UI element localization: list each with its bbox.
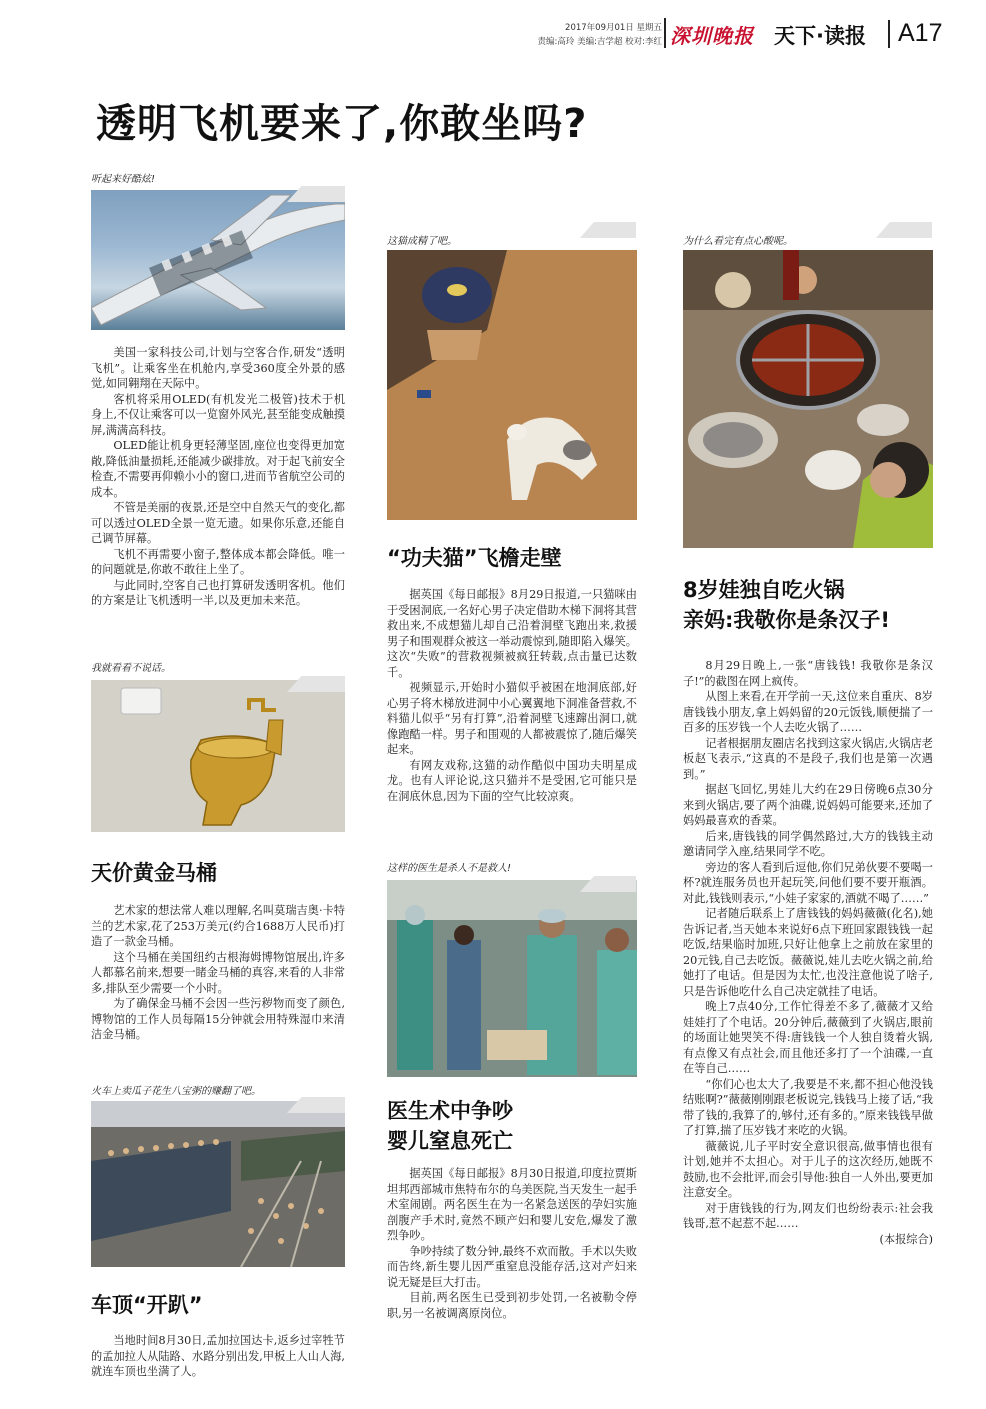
- hotpot-caption: 为什么看完有点心酸呢。: [683, 236, 793, 247]
- hotpot-article-body: [683, 658, 933, 1247]
- photo-frame-tab: [580, 876, 636, 892]
- hotpot-paragraph: 从图上来看,在开学前一天,这位来自重庆、8岁唐钱钱小朋友,拿上妈妈留的20元饭钱,顺便揣了一百多的压岁钱一个人去吃火锅了……: [683, 690, 933, 734]
- cat-illustration: [387, 250, 637, 520]
- toilet-article-body: [91, 903, 345, 1043]
- plane-article-body: [91, 345, 345, 609]
- toilet-paragraph: 为了确保金马桶不会因一些污秽物而变了颜色,博物馆的工作人员每隔15分钟就会用特殊湿巾来清洁金马桶。: [91, 997, 345, 1041]
- toilet-paragraph: 这个马桶在美国纽约古根海姆博物馆展出,许多人都慕名前来,想要一睹金马桶的真容,来看的人非常多,排队至少需要一个小时。: [91, 950, 345, 995]
- header-divider: [664, 18, 666, 48]
- doctors-paragraph: 目前,两名医生已受到初步处罚,一名被勒令停职,另一名被调离原岗位。: [387, 1291, 637, 1320]
- doctors-paragraph: 据英国《每日邮报》8月30日报道,印度拉贾斯坦邦西部城市焦特布尔的乌美医院,当天发生一起手术室闹剧。两名医生在为一名紧急送医的孕妇实施剖腹产手术时,竟然不顾产妇和婴儿安危,爆发了激烈争吵。: [387, 1167, 637, 1242]
- transparent-plane-photo: [91, 190, 345, 330]
- cat-paragraph: 视频显示,开始时小猫似乎被困在地洞底部,好心男子将木梯放进洞中小心翼翼地下洞准备营救,不料猫儿似乎“另有打算”,沿着洞壁飞速蹿出洞口,就像跑酷一样。男子和围观的人都被震惊了,随后爆笑起来。: [387, 681, 637, 756]
- hotpot-paragraph: 据赵飞回忆,男娃儿大约在29日傍晚6点30分来到火锅店,要了两个油碟,说妈妈可能要来,还加了妈妈最喜欢的香菜。: [683, 783, 933, 827]
- train-title: 车顶“开趴”: [91, 1293, 203, 1317]
- doctors-title-line1: 医生术中争吵: [387, 1099, 513, 1123]
- page-headline: 透明飞机要来了,你敢坐吗?: [96, 101, 588, 147]
- train-caption: 火车上卖瓜子花生八宝粥的赚翻了吧。: [91, 1086, 261, 1097]
- article-signature: (本报综合): [879, 1232, 933, 1246]
- hotpot-illustration: [683, 250, 933, 548]
- photo-frame-tab: [876, 222, 932, 238]
- hotpot-photo: [683, 250, 933, 548]
- kungfu-cat-photo: [387, 250, 637, 520]
- hotpot-paragraph: 晚上7点40分,工作忙得差不多了,薇薇才又给娃娃打了个电话。20分钟后,薇薇到了火锅店,眼前的场面让她哭笑不得:唐钱钱一个人独自烫着火锅,有点像又有点社会,而且他还多打了一个油碟,一直在等自己……: [683, 1000, 933, 1075]
- hotpot-paragraph: 记者随后联系上了唐钱钱的妈妈薇薇(化名),她告诉记者,当天她本来说好6点下班回家跟钱钱一起吃饭,结果临时加班,只好让他拿上之前放在家里的20元钱,自己去吃饭。薇薇说,娃儿去吃火锅之前,给她打了电话。但是因为太忙,也没注意他说了啥子,只是告诉他吃什么自己决定就挂了电话。: [683, 907, 933, 998]
- hotpot-paragraph: 薇薇说,儿子平时安全意识很高,做事情也很有计划,她并不太担心。对于儿子的这次经历,她既不鼓励,也不会批评,而会引导他:独自一人外出,要更加注意安全。: [683, 1139, 933, 1199]
- plane-paragraph: OLED能让机身更轻薄坚固,座位也变得更加宽敞,降低油量损耗,还能减少碳排放。对于起飞前安全检查,不需要再仰赖小小的窗口,进而节省航空公司的成本。: [91, 439, 345, 499]
- plane-paragraph: 不管是美丽的夜景,还是空中自然天气的变化,都可以透过OLED全景一览无遗。如果你乐意,还能自己调节屏幕。: [91, 501, 345, 545]
- doctors-caption: 这样的医生是杀人不是救人!: [387, 863, 512, 874]
- train-paragraph: 当地时间8月30日,孟加拉国达卡,返乡过宰牲节的孟加拉人从陆路、水路分别出发,甲板上人山人海,就连车顶也坐满了人。: [91, 1334, 345, 1378]
- cat-article-body: [387, 587, 637, 804]
- cat-paragraph: 据英国《每日邮报》8月29日报道,一只猫咪由于受困洞底,一名好心男子决定借助木梯下洞将其营救出来,不成想猫儿却自己沿着洞壁飞跑出来,救援男子和围观群众被这一举动震惊到,随即陷入爆笑。这次“失败”的营救视频被疯狂转载,点击量已达数千。: [387, 588, 637, 679]
- photo-frame-tab: [287, 186, 345, 202]
- hotpot-paragraph: 记者根据朋友圈店名找到这家火锅店,火锅店老板赵飞表示,“这真的不是段子,我们也是第一次遇到。”: [683, 736, 933, 781]
- plane-caption: 听起来好酷炫!: [91, 174, 156, 185]
- hotpot-paragraph: 旁边的客人看到后逗他,你们兄弟伙要不要喝一杯?就连服务员也开起玩笑,问他们要不要开瓶酒。对此,钱钱则表示,“小娃子家家的,酒就不喝了……”: [683, 860, 933, 905]
- photo-frame-tab: [287, 1097, 345, 1113]
- plane-paragraph: 与此同时,空客自己也打算研发透明客机。他们的方案是让飞机透明一半,以及更加未来范。: [91, 578, 345, 607]
- hotpot-paragraph: 对于唐钱钱的行为,网友们也纷纷表示:社会我钱哥,惹不起惹不起……: [683, 1201, 933, 1230]
- doctors-title-line2: 婴儿窒息死亡: [387, 1129, 513, 1153]
- gold-toilet-photo: [91, 680, 345, 832]
- operating-room-photo: [387, 880, 637, 1077]
- cat-paragraph: 有网友戏称,这猫的动作酷似中国功夫明星成龙。也有人评论说,这只猫并不是受困,它可能只是在洞底休息,因为下面的空气比较凉爽。: [387, 758, 637, 803]
- hotpot-title-line1: 8岁娃独自吃火锅: [683, 578, 845, 602]
- hotpot-paragraph: 8月29日晚上,一张“唐钱钱! 我敬你是条汉子!”的截图在网上疯传。: [683, 659, 933, 688]
- hotpot-paragraph: “你们心也太大了,我要是不来,都不担心他没钱结账啊?”薇薇刚刚跟老板说完,钱钱马上接了话,“我带了钱的,我算了的,够付,还有多的。”原来钱钱早做了打算,揣了压岁钱才来吃的火锅。: [683, 1077, 933, 1137]
- plane-paragraph: 客机将采用OLED(有机发光二极管)技术于机身上,不仅让乘客可以一览窗外风光,甚至能变成触摸屏,满满高科技。: [91, 392, 345, 437]
- cat-caption: 这猫成精了吧。: [387, 236, 457, 247]
- gold-toilet-illustration: [91, 680, 345, 832]
- photo-frame-tab: [580, 222, 636, 238]
- section-name: 天下·读报: [774, 24, 866, 48]
- doctors-paragraph: 争吵持续了数分钟,最终不欢而散。手术以失败而告终,新生婴儿因严重窒息没能存活,这对产妇来说无疑是巨大打击。: [387, 1244, 637, 1289]
- plane-paragraph: 飞机不再需要小窗子,整体成本都会降低。唯一的问题就是,你敢不敢往上坐了。: [91, 547, 345, 576]
- plane-paragraph: 美国一家科技公司,计划与空客合作,研发“透明飞机”。让乘客坐在机舱内,享受360度全外景的感觉,如同翱翔在天际中。: [91, 346, 345, 390]
- hotpot-paragraph: 后来,唐钱钱的同学偶然路过,大方的钱钱主动邀请同学入座,结果同学不吃。: [683, 829, 933, 858]
- doctors-illustration: [387, 880, 637, 1077]
- toilet-caption: 我就看看不说话。: [91, 663, 171, 674]
- photo-frame-tab: [287, 676, 345, 692]
- newspaper-logo: 深圳晚报: [670, 24, 754, 48]
- crowded-train-photo: [91, 1101, 345, 1267]
- toilet-paragraph: 艺术家的想法常人难以理解,名叫莫瑞吉奥·卡特兰的艺术家,花了253万美元(约合1688万人民币)打造了一款金马桶。: [91, 904, 345, 948]
- page-number: A17: [898, 19, 943, 47]
- cat-title: “功夫猫”飞檐走壁: [387, 546, 562, 570]
- train-article-body: [91, 1333, 345, 1380]
- doctors-article-body: [387, 1166, 637, 1321]
- editor-credits: 责编:高玲 美编:吉学超 校对:李红: [537, 37, 662, 47]
- toilet-title: 天价黄金马桶: [91, 861, 217, 885]
- issue-date: 2017年09月01日 星期五: [565, 23, 662, 33]
- train-illustration: [91, 1101, 345, 1267]
- header-divider-2: [888, 20, 890, 48]
- plane-illustration: [91, 190, 345, 330]
- hotpot-title-line2: 亲妈:我敬你是条汉子!: [683, 608, 890, 632]
